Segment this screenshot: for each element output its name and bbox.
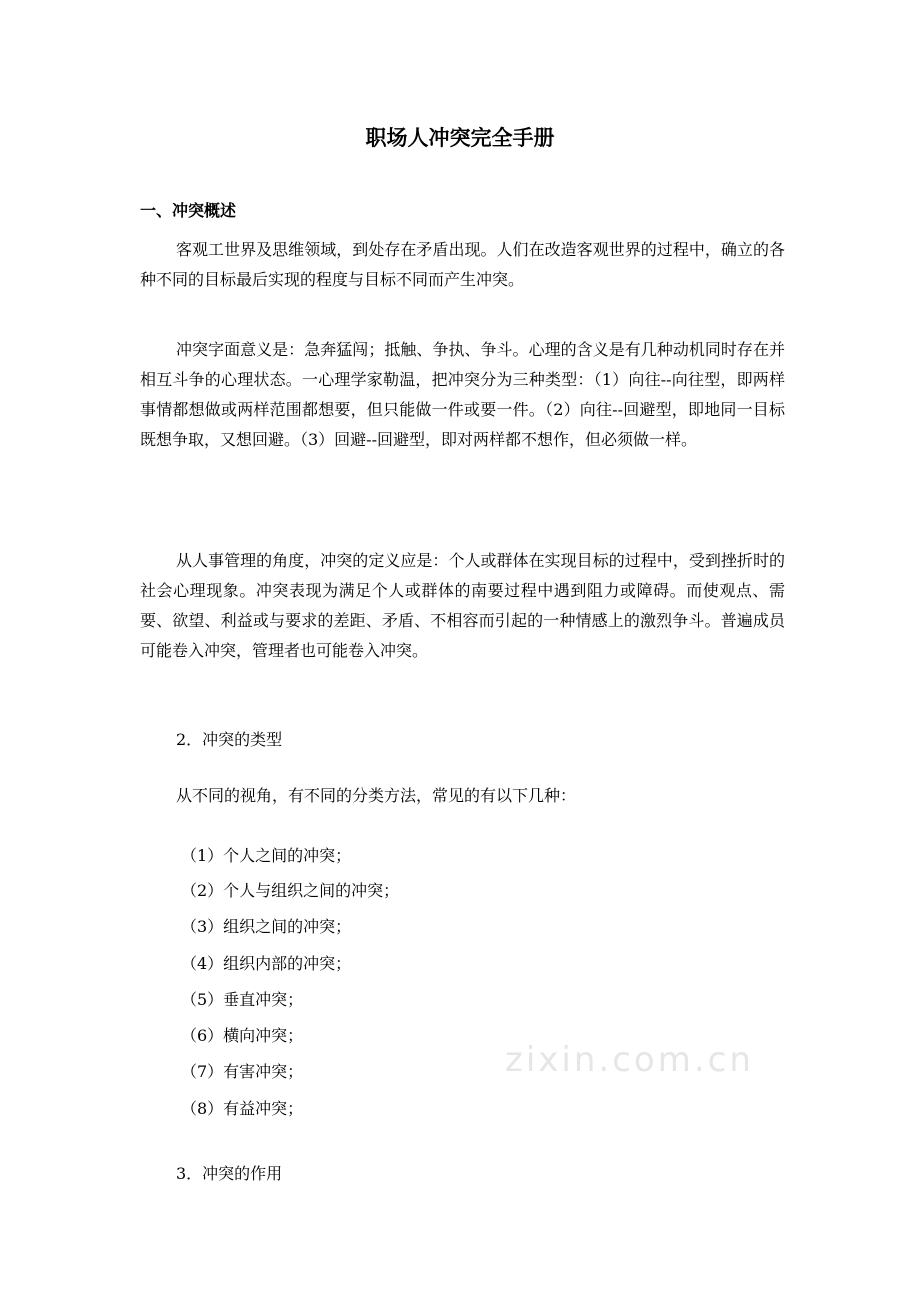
list-item: （8）有益冲突；: [181, 1099, 304, 1118]
list-item: （6）横向冲突；: [181, 1026, 304, 1045]
paragraph-2: 冲突字面意义是：急奔猛闯；抵触、争执、争斗。心理的含义是有几种动机同时存在并相互斗争的心理状态。一心理学家勒温，把冲突分为三种类型：（1）向往--向往型，即两样事情都想做或两样范围都想要，但只能做一件或要一件。（2）向往--回避型，即地同一目标既想争取，又想回避。（3）回避--回避型，即对两样都不想作，但必须做一样。: [140, 340, 785, 449]
list-item: （5）垂直冲突；: [181, 990, 304, 1009]
section-heading-effects: 3．冲突的作用: [176, 1164, 283, 1183]
watermark: zixin.com.cn: [505, 1040, 754, 1080]
section-heading-types: 2．冲突的类型: [176, 730, 283, 749]
list-item: （4）组织内部的冲突；: [181, 954, 352, 973]
list-item: （3）组织之间的冲突；: [181, 917, 352, 936]
list-item: （2）个人与组织之间的冲突；: [181, 881, 400, 900]
list-item: （7）有害冲突；: [181, 1062, 304, 1081]
paragraph-3: 从人事管理的角度，冲突的定义应是：个人或群体在实现目标的过程中，受到挫折时的社会心理现象。冲突表现为满足个人或群体的南要过程中遇到阻力或障碍。而使观点、需要、欲望、利益或与要求的差距、矛盾、不相容而引起的一种情感上的激烈争斗。普遍成员可能卷入冲突，管理者也可能卷入冲突。: [140, 551, 785, 660]
paragraph-1: 客观工世界及思维领域，到处存在矛盾出现。人们在改造客观世界的过程中，确立的各种不同的目标最后实现的程度与目标不同而产生冲突。: [140, 240, 785, 289]
types-intro: 从不同的视角，有不同的分类方法，常见的有以下几种：: [176, 786, 577, 805]
section-heading-overview: 一、冲突概述: [140, 201, 237, 220]
list-item: （1）个人之间的冲突；: [181, 846, 352, 865]
document-title: 职场人冲突完全手册: [365, 126, 555, 150]
